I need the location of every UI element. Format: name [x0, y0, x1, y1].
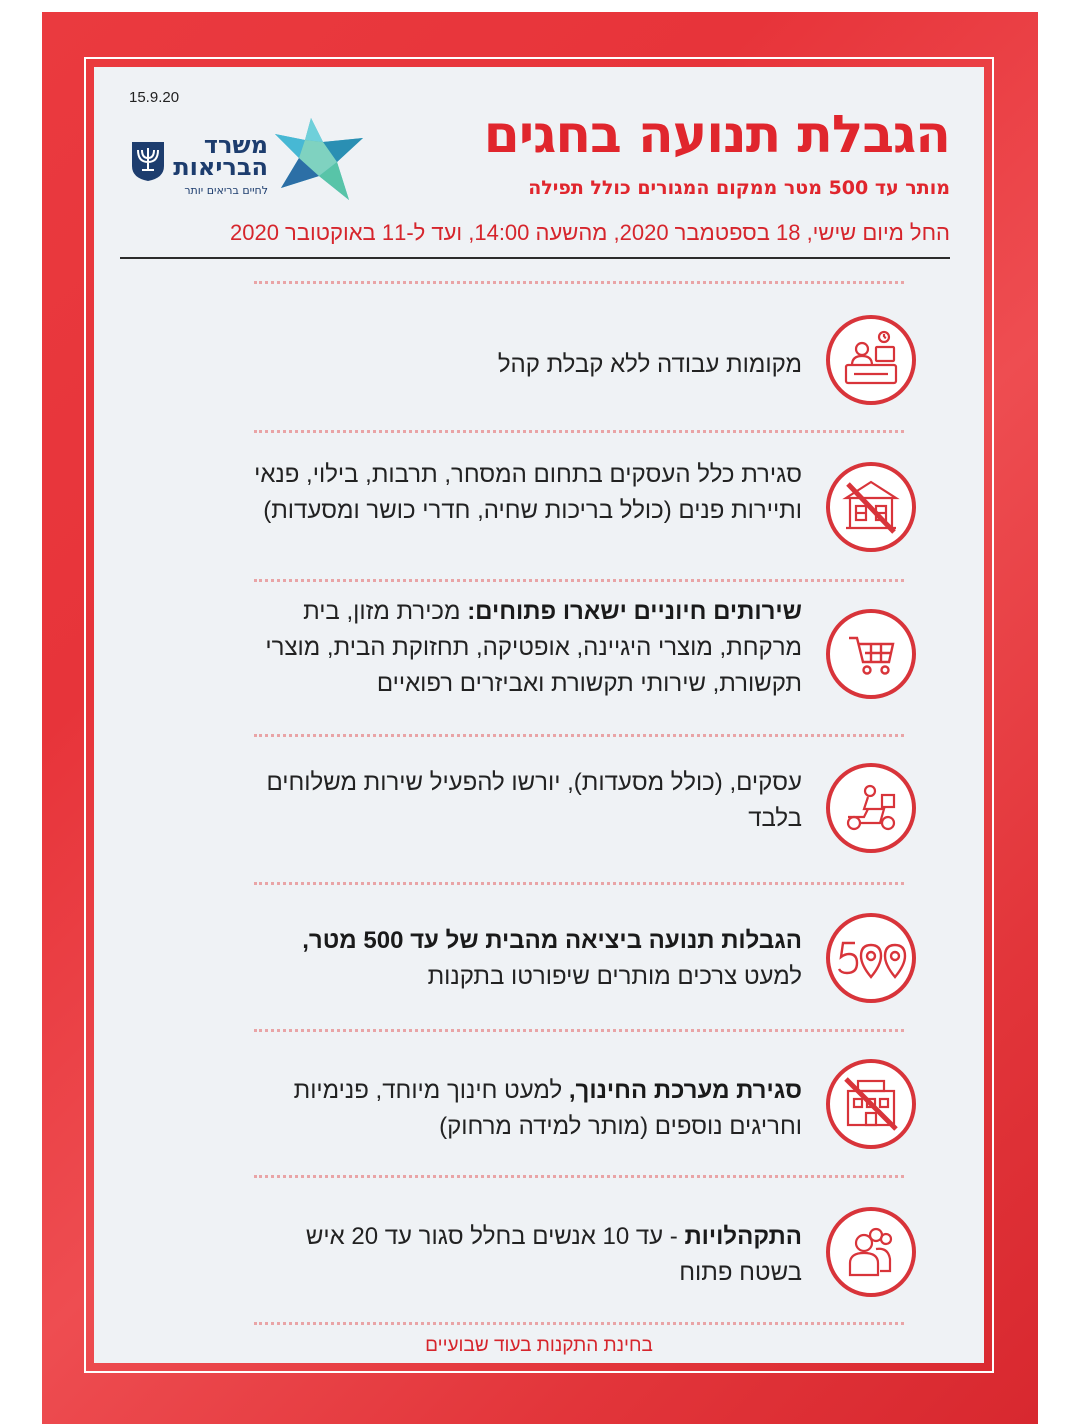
star-logo-icon	[271, 112, 366, 207]
poster-background	[42, 12, 1038, 1424]
divider	[254, 882, 904, 885]
title-underline	[120, 257, 950, 259]
restriction-text: התקהלויות - עד 10 אנשים בחלל סגור עד 20 איש בשטח פתוח	[305, 1223, 802, 1286]
divider	[254, 281, 904, 284]
logo-line-2: הבריאות	[173, 153, 268, 181]
divider	[254, 430, 904, 433]
menorah-emblem-icon	[130, 140, 166, 182]
logo-tagline: לחיים בריאים יותר	[184, 184, 268, 197]
main-title: הגבלת תנועה בחגים	[483, 105, 950, 165]
people-group-icon	[826, 1207, 916, 1297]
shopping-cart-icon	[826, 609, 916, 699]
divider	[254, 1175, 904, 1178]
logo-line-1: משרד	[203, 131, 268, 159]
restriction-text: סגירת כלל העסקים בתחום המסחר, תרבות, בילוי, פנאי ותיירות פנים (כולל בריכות שחיה, חדרי כושר ומסעדות)	[254, 461, 802, 524]
restriction-text: סגירת מערכת החינוך, למעט חינוך מיוחד, פנימיות וחריגים נוספים (מותר למידה מרחוק)	[293, 1077, 802, 1140]
divider	[254, 734, 904, 737]
content-panel	[94, 67, 984, 1363]
500-location-icon	[826, 913, 916, 1003]
restriction-text: עסקים, (כולל מסעדות), יורשו להפעיל שירות משלוחים בלבד	[266, 769, 802, 832]
closed-school-icon	[826, 1059, 916, 1149]
divider	[254, 1029, 904, 1032]
office-worker-icon	[826, 315, 916, 405]
subtitle: מותר עד 500 מטר ממקום המגורים כולל תפילה	[528, 177, 950, 199]
publish-date: 15.9.20	[129, 89, 180, 106]
divider	[254, 1322, 904, 1325]
closed-store-icon	[826, 462, 916, 552]
footer-note: בחינת התקנות בעוד שבועיים	[425, 1335, 653, 1356]
restriction-text: מקומות עבודה ללא קבלת קהל	[497, 351, 802, 378]
restriction-text: הגבלות תנועה ביציאה מהבית של עד 500 מטר, למעט צרכים מותרים שיפורטו בתקנות	[302, 927, 802, 990]
ministry-logo	[126, 112, 366, 212]
effective-dates: החל מיום שישי, 18 בספטמבר 2020, מהשעה 14:00, ועד ל-11 באוקטובר 2020	[229, 220, 950, 245]
logo-text	[173, 131, 268, 181]
restriction-text: שירותים חיוניים ישארו פתוחים: מכירת מזון, בית מרקחת, מוצרי היגיינה, אופטיקה, תחזוקת הבית, מוצרי תקשורת, שירותי תקשורת ואביזרים רפואיים	[265, 598, 802, 697]
divider	[254, 579, 904, 582]
delivery-scooter-icon	[826, 763, 916, 853]
